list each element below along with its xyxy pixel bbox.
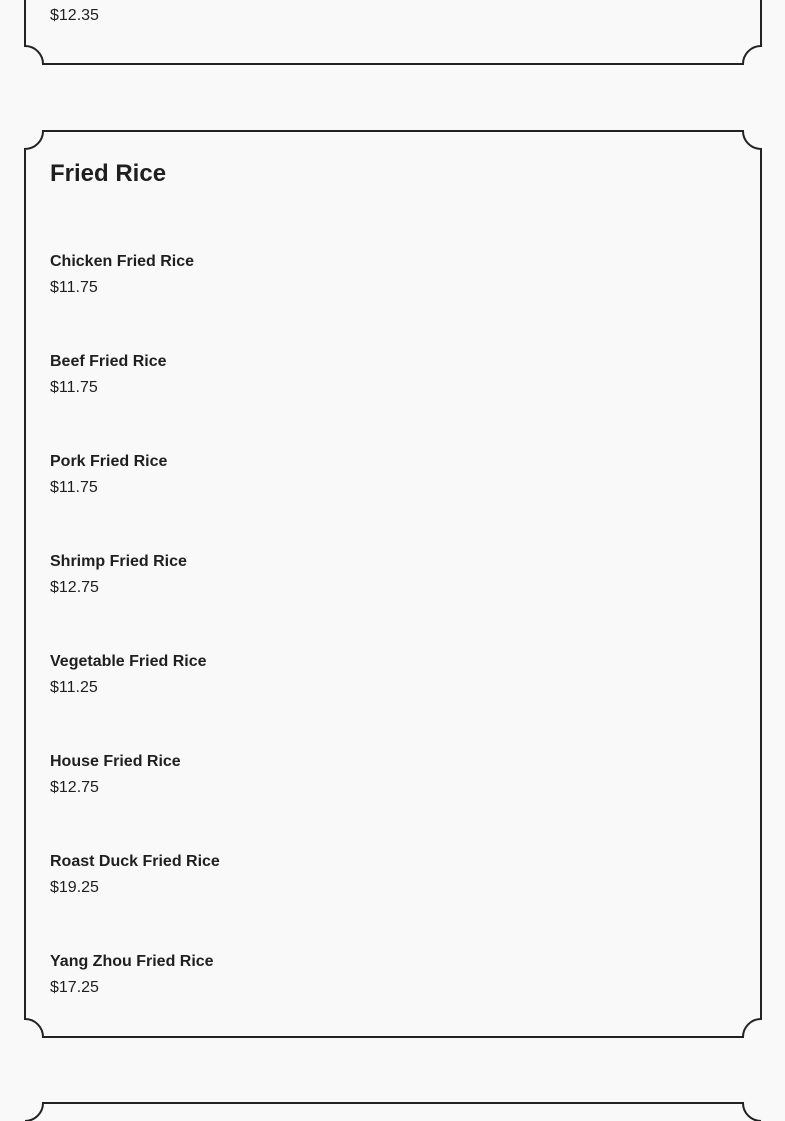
menu-item-house-fried-rice[interactable] [50, 752, 220, 852]
menu-item-price: $11.75 [50, 279, 98, 296]
menu-item-name: Yang Zhou Fried Rice [50, 953, 214, 970]
menu-item-chicken-fried-rice[interactable] [50, 252, 220, 352]
menu-item-price: $17.25 [50, 979, 99, 996]
menu-item-price: $11.75 [50, 379, 98, 396]
menu-item-pork-fried-rice[interactable] [50, 452, 220, 552]
menu-item-name: Pork Fried Rice [50, 453, 168, 470]
menu-item-price: $11.75 [50, 479, 98, 496]
menu-item-shrimp-fried-rice[interactable] [50, 552, 220, 652]
menu-item-name: Beef Fried Rice [50, 353, 167, 370]
previous-section-last-price: $12.35 [50, 7, 99, 24]
menu-item-name: Vegetable Fried Rice [50, 653, 207, 670]
menu-item-list [50, 252, 220, 1052]
next-card-border [25, 1103, 761, 1121]
section-title: Fried Rice [50, 160, 167, 187]
menu-item-name: Chicken Fried Rice [50, 253, 195, 270]
menu-item-vegetable-fried-rice[interactable] [50, 652, 220, 752]
menu-item-price: $12.75 [50, 779, 99, 796]
menu-item-name: Shrimp Fried Rice [50, 553, 187, 570]
menu-item-beef-fried-rice[interactable] [50, 352, 220, 452]
menu-item-price: $12.75 [50, 579, 99, 596]
menu-item-yang-zhou-fried-rice[interactable] [50, 952, 220, 1052]
menu-item-name: Roast Duck Fried Rice [50, 853, 220, 870]
menu-item-name: House Fried Rice [50, 753, 181, 770]
menu-item-price: $19.25 [50, 879, 99, 896]
previous-card-border [25, 0, 761, 64]
menu-item-price: $11.25 [50, 679, 98, 696]
menu-item-roast-duck-fried-rice[interactable] [50, 852, 220, 952]
